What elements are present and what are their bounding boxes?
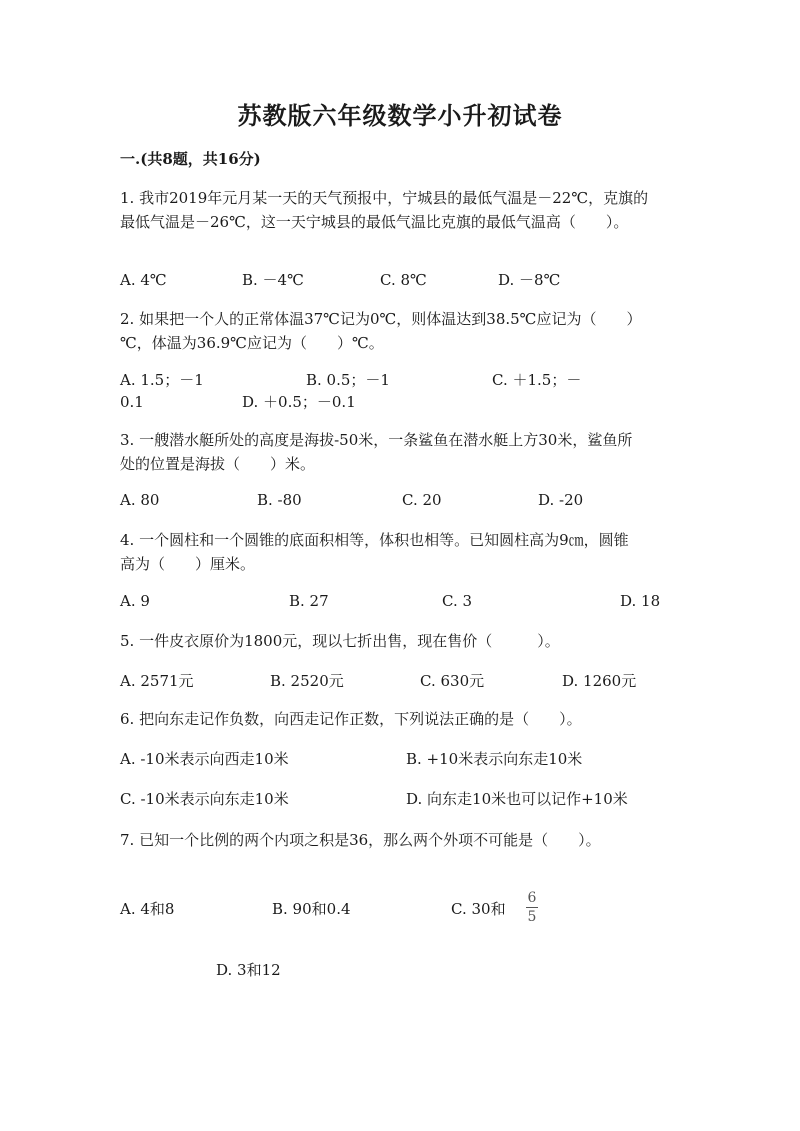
q5-option-b: B. 2520元 xyxy=(270,672,344,690)
q2-option-d: D. ＋0.5；－0.1 xyxy=(242,393,356,411)
q3-option-b: B. -80 xyxy=(257,491,302,509)
question-2-stem xyxy=(120,307,680,355)
q1-option-b: B. －4℃ xyxy=(242,271,304,289)
question-4-stem xyxy=(120,528,680,576)
q2-option-c: C. ＋1.5；－ xyxy=(492,371,582,389)
q1-option-a: A. 4℃ xyxy=(120,271,167,289)
q4-option-c: C. 3 xyxy=(442,592,473,610)
q7-option-b: B. 90和0.4 xyxy=(272,900,351,918)
question-4-line-2: 高为（ ）厘米。 xyxy=(120,555,256,573)
q5-option-a: A. 2571元 xyxy=(120,672,194,690)
question-1-stem xyxy=(120,186,680,234)
fraction-numerator: 6 xyxy=(527,890,537,906)
question-5-line-1: 5. 一件皮衣原价为1800元，现以七折出售，现在售价（ ）。 xyxy=(120,632,560,650)
section-heading: 一.(共8题，共16分) xyxy=(120,150,261,168)
q7-option-d: D. 3和12 xyxy=(216,961,281,979)
q2-option-c-continued: 0.1 xyxy=(120,393,144,411)
q2-option-a: A. 1.5；－1 xyxy=(120,371,204,389)
q1-option-c: C. 8℃ xyxy=(380,271,427,289)
q4-option-a: A. 9 xyxy=(120,592,150,610)
question-7-stem xyxy=(120,828,680,852)
q3-option-c: C. 20 xyxy=(402,491,442,509)
question-1-line-2: 最低气温是－26℃，这一天宁城县的最低气温比克旗的最低气温高（ ）。 xyxy=(120,213,629,231)
q6-option-c: C. -10米表示向东走10米 xyxy=(120,790,289,808)
q4-option-d: D. 18 xyxy=(620,592,661,610)
q6-option-a: A. -10米表示向西走10米 xyxy=(120,750,289,768)
q6-option-b: B. +10米表示向东走10米 xyxy=(406,750,583,768)
question-2-line-2: ℃，体温为36.9℃应记为（ ）℃。 xyxy=(120,334,384,352)
q5-option-d: D. 1260元 xyxy=(562,672,637,690)
q3-option-a: A. 80 xyxy=(120,491,160,509)
question-7-line-1: 7. 已知一个比例的两个内项之积是36，那么两个外项不可能是（ ）。 xyxy=(120,831,601,849)
q7-option-a: A. 4和8 xyxy=(120,900,175,918)
question-3-line-1: 3. 一艘潜水艇所处的高度是海拔-50米，一条鲨鱼在潜水艇上方30米，鲨鱼所 xyxy=(120,431,633,449)
question-3-line-2: 处的位置是海拔（ ）米。 xyxy=(120,455,316,473)
q6-option-d: D. 向东走10米也可以记作+10米 xyxy=(406,790,628,808)
question-6-stem xyxy=(120,707,680,731)
q7-option-c: C. 30和 xyxy=(451,900,506,918)
question-3-stem xyxy=(120,428,680,476)
question-6-line-1: 6. 把向东走记作负数，向西走记作正数，下列说法正确的是（ ）。 xyxy=(120,710,582,728)
question-1-line-1: 1. 我市2019年元月某一天的天气预报中，宁城县的最低气温是－22℃，克旗的 xyxy=(120,189,649,207)
fraction-bar xyxy=(526,907,538,908)
page-title: 苏教版六年级数学小升初试卷 xyxy=(237,101,563,130)
q3-option-d: D. -20 xyxy=(538,491,584,509)
q2-option-b: B. 0.5；－1 xyxy=(306,371,390,389)
question-2-line-1: 2. 如果把一个人的正常体温37℃记为0℃，则体温达到38.5℃应记为（ ） xyxy=(120,310,642,328)
fraction-denominator: 5 xyxy=(527,909,537,925)
question-5-stem xyxy=(120,629,680,653)
q7-option-c-fraction xyxy=(526,891,538,924)
q4-option-b: B. 27 xyxy=(289,592,329,610)
q5-option-c: C. 630元 xyxy=(420,672,485,690)
q1-option-d: D. －8℃ xyxy=(498,271,561,289)
question-4-line-1: 4. 一个圆柱和一个圆锥的底面积相等，体积也相等。已知圆柱高为9㎝，圆锥 xyxy=(120,531,629,549)
